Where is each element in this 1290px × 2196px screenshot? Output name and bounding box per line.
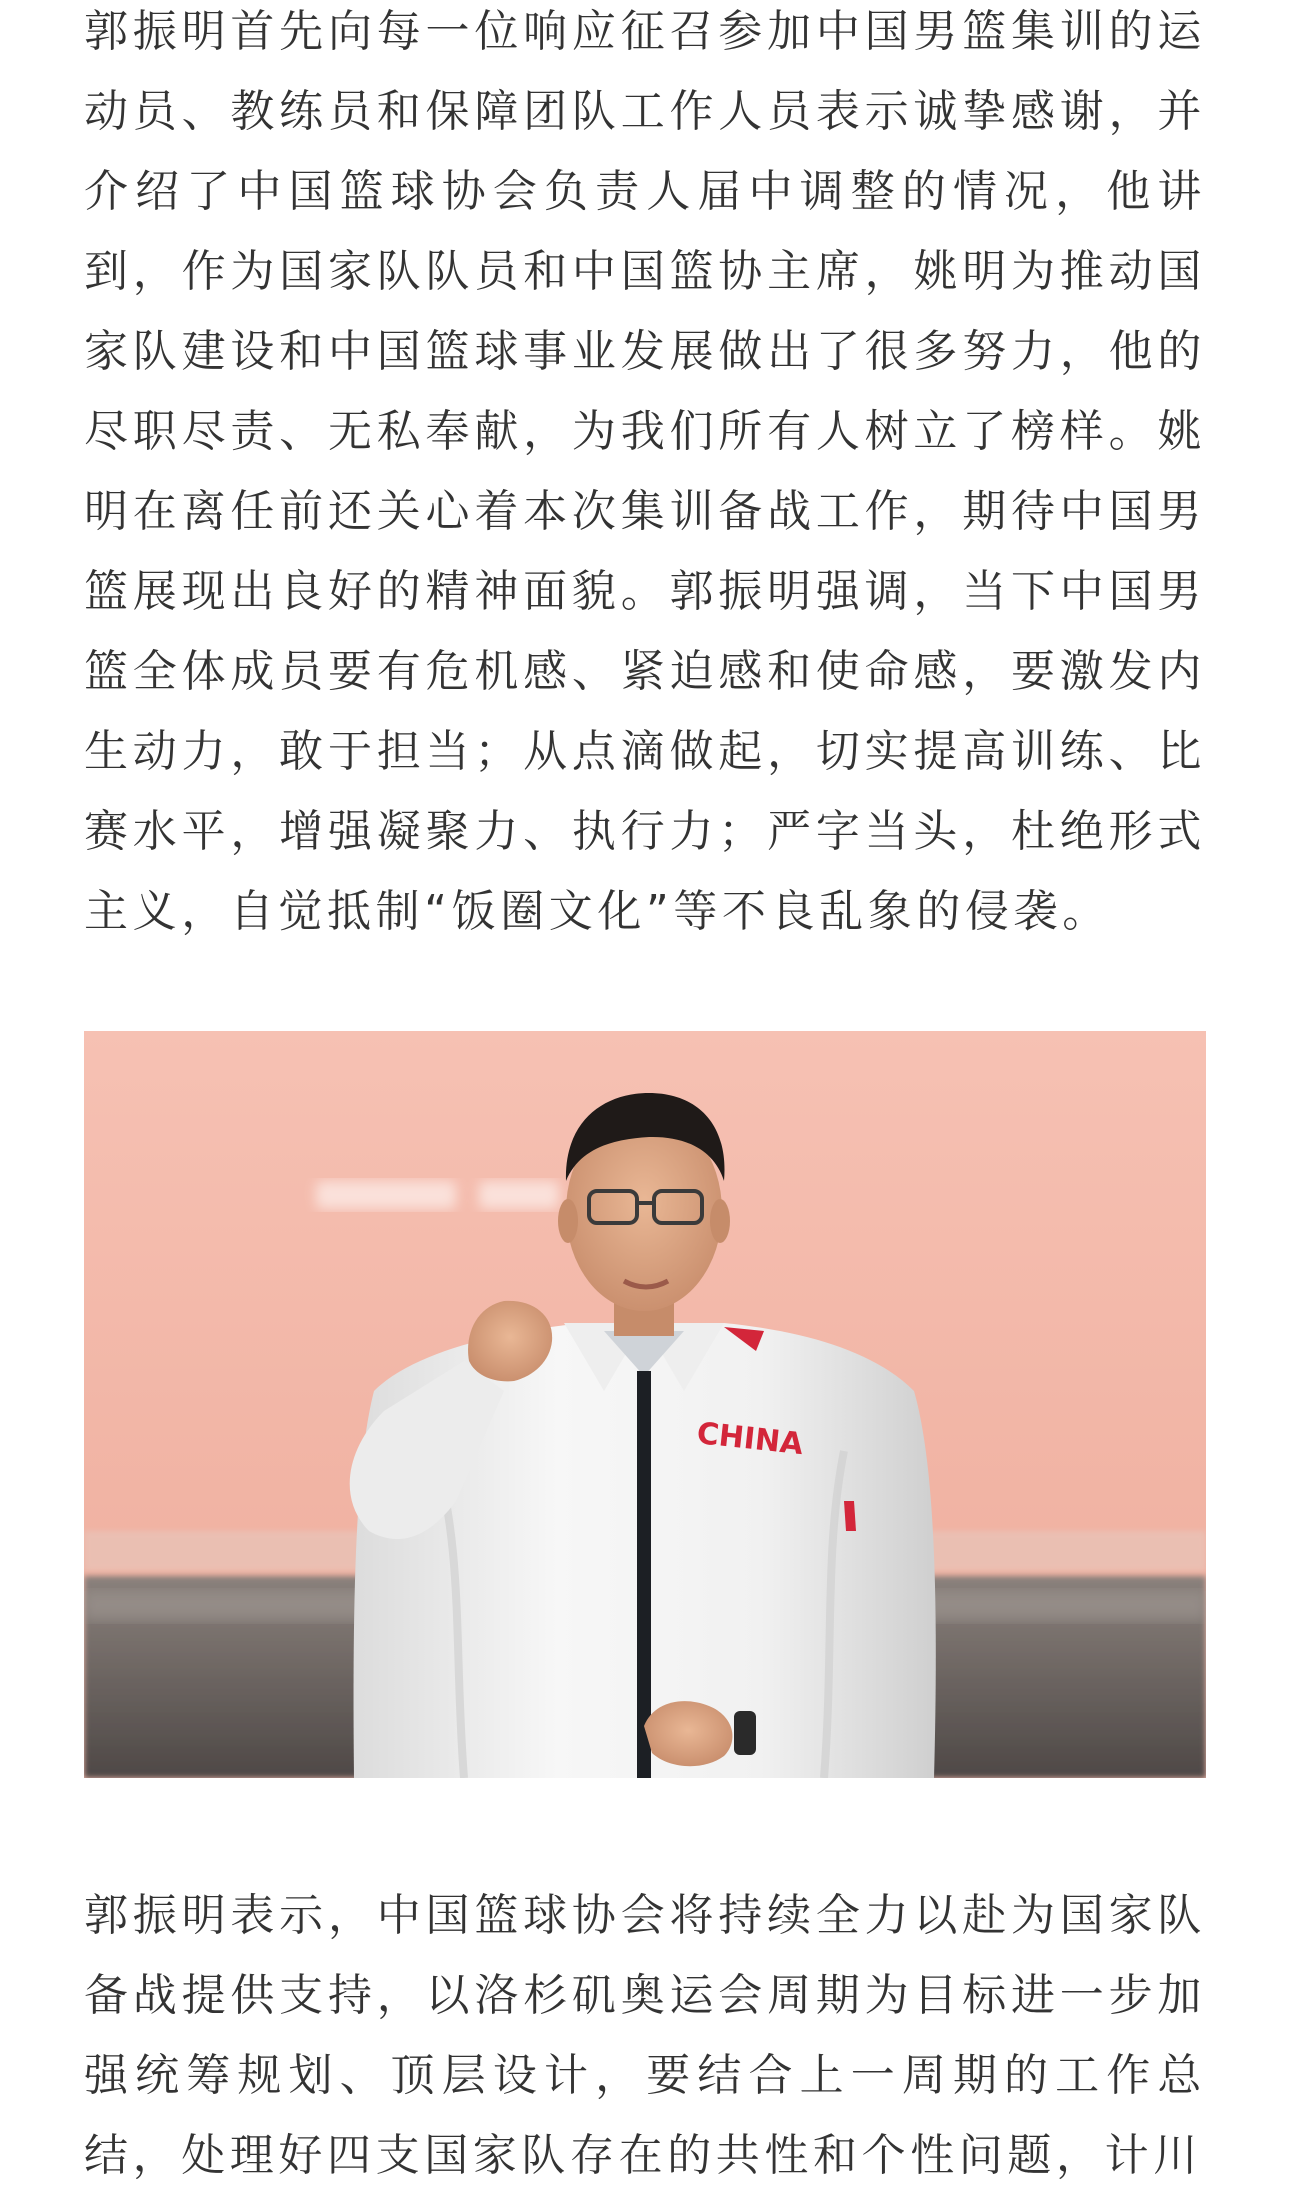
- photo-illustration: [84, 1031, 1206, 1778]
- article-paragraph: 郭振明首先向每一位响应征召参加中国男篮集训的运动员、教练员和保障团队工作人员表示诚挚感谢，并介绍了中国篮球协会负责人届中调整的情况，他讲到，作为国家队队员和中国篮协主席，姚明为推动国家队建设和中国篮球事业发展做出了很多努力，他的尽职尽责、无私奉献，为我们所有人树立了榜样。姚明在离任前还关心着本次集训备战工作，期待中国男篮展现出良好的精神面貌。郭振明强调，当下中国男篮全体成员要有危机感、紧迫感和使命感，要激发内生动力，敢于担当；从点滴做起，切实提高训练、比赛水平，增强凝聚力、执行力；严字当头，杜绝形式主义，自觉抵制“饭圈文化”等不良乱象的侵袭。: [84, 6, 1206, 937]
- jacket-china-text: CHINA: [695, 1416, 805, 1463]
- blurred-screen-text: [316, 1181, 559, 1209]
- article-paragraph: 郭振明表示，中国篮球协会将持续全力以赴为国家队备战提供支持，以洛杉矶奥运会周期为目标进一步加强统筹规划、顶层设计，要结合上一周期的工作总结，处理好四支国家队存在的共性和个性问题，计川: [84, 1890, 1206, 2181]
- article-photo[interactable]: [84, 1031, 1206, 1778]
